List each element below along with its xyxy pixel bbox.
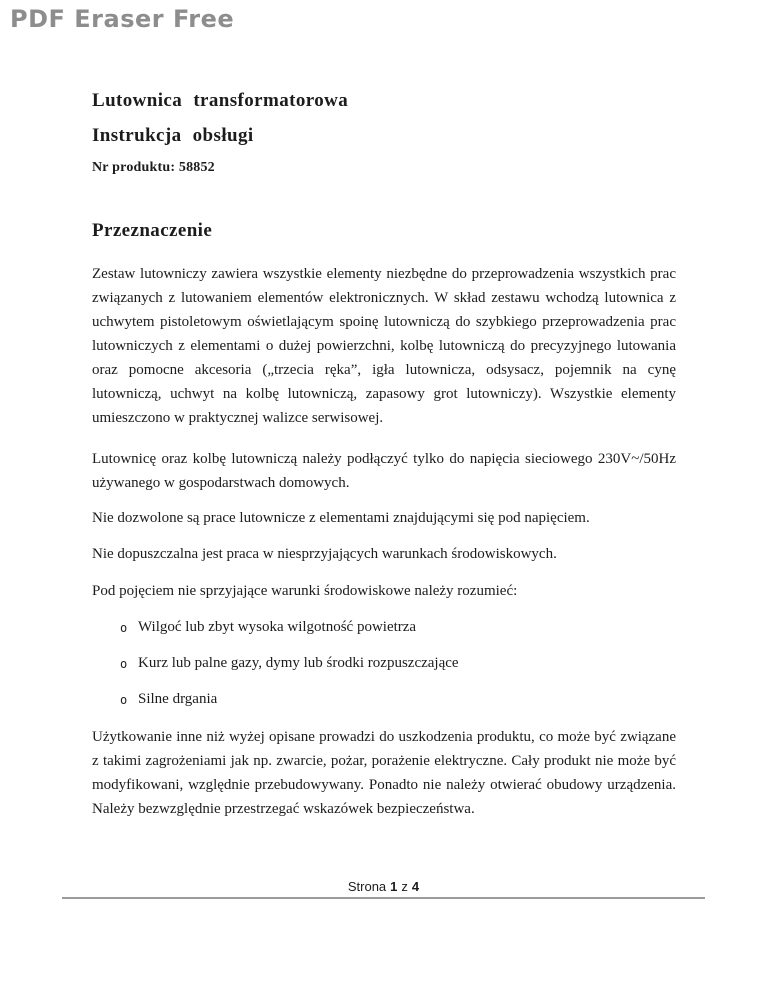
pdf-eraser-watermark: PDF Eraser Free — [10, 5, 235, 33]
bullet-circle-icon: o — [120, 657, 128, 671]
paragraph-closing-warning: Użytkowanie inne niż wyżej opisane prowadzi do uszkodzenia produktu, co może być związane z takimi zagrożeniami jak np. zwarcie, pożar, porażenie elektryczne. Cały produkt nie może być modyfikowani, względnie przebudowywany. Ponadto nie należy otwierać obudowy urządzenia. Należy bezwzględnie przestrzegać wskazówek bezpieczeństwa. — [92, 729, 676, 817]
paragraph-no-live-work: Nie dozwolone są prace lutownicze z elementami znajdującymi się pod napięciem. — [92, 510, 590, 526]
list-item — [92, 687, 676, 711]
document-title: Lutownica transformatorowa — [92, 90, 349, 111]
list-item — [92, 615, 676, 639]
paragraph-voltage: Lutownicę oraz kolbę lutowniczą należy podłączyć tylko do napięcia sieciowego 230V~/50Hz używanego w gospodarstwach domowych. — [92, 451, 676, 491]
footer-total-pages: 4 — [411, 879, 420, 894]
footer-label: Strona — [347, 879, 387, 894]
footer-page-number: 1 — [390, 879, 398, 894]
document-subtitle: Instrukcja obsługi — [92, 125, 254, 146]
paragraph-conditions-intro: Pod pojęciem nie sprzyjające warunki środowiskowe należy rozumieć: — [92, 583, 518, 599]
conditions-list — [92, 615, 676, 711]
paragraph-environment: Nie dopuszczalna jest praca w niesprzyjających warunkach środowiskowych. — [92, 546, 557, 562]
document-content — [92, 88, 676, 821]
list-item-label: Silne drgania — [138, 691, 218, 707]
section-heading-przeznaczenie: Przeznaczenie — [92, 220, 213, 241]
bullet-circle-icon: o — [120, 621, 128, 635]
page-footer — [62, 879, 705, 899]
list-item-label: Wilgoć lub zbyt wysoka wilgotność powietrza — [138, 619, 417, 635]
bullet-circle-icon: o — [120, 693, 128, 707]
paragraph-intro: Zestaw lutowniczy zawiera wszystkie elementy niezbędne do przeprowadzenia wszystkich prac związanych z lutowaniem elementów elektronicznych. W skład zestawu wchodzą lutownica z uchwytem pistoletowym oświetlającym spoinę lutowniczą do szybkiego przeprowadzenia prac lutowniczych z elementami o dużej powierzchni, kolbę lutowniczą do precyzyjnego lutowania oraz pomocne akcesoria („trzecia ręka”, igła lutownicza, odsysacz, pojemnik na cynę lutowniczą, uchwyt na kolbę lutowniczą, zapasowy grot lutowniczy). Wszystkie elementy umieszczono w praktycznej walizce serwisowej. — [92, 266, 676, 426]
footer-separator: z — [401, 879, 408, 894]
product-number: Nr produktu: 58852 — [92, 160, 215, 175]
list-item-label: Kurz lub palne gazy, dymy lub środki rozpuszczające — [138, 655, 459, 671]
list-item — [92, 651, 676, 675]
